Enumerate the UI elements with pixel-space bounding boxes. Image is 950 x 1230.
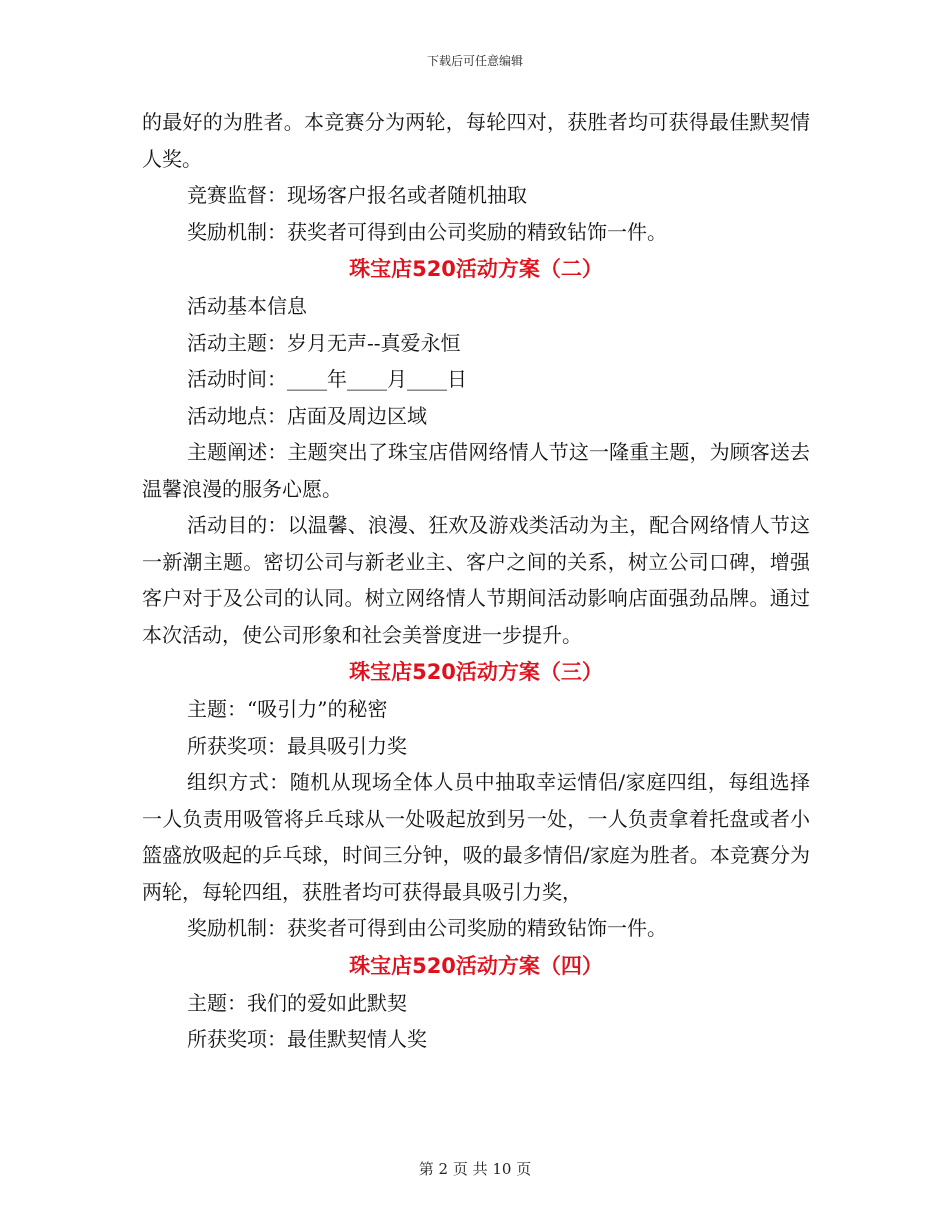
paragraph: 主题：我们的爱如此默契 bbox=[187, 990, 407, 1015]
page-header: 下载后可任意编辑 bbox=[426, 54, 523, 68]
paragraph: 组织方式：随机从现场全体人员中抽取幸运情侣/家庭四组，每组选择一人负责用吸管将乒乓球从一处吸起放到另一处，一人负责拿着托盘或者小篮盛放吸起的乒乓球，时间三分钟，吸的最多情侣/家庭为胜者。本竞赛分为两轮，每轮四组，获胜者均可获得最具吸引力奖， bbox=[142, 770, 810, 904]
paragraph: 所获奖项：最佳默契情人奖 bbox=[187, 1027, 427, 1051]
paragraph: 竞赛监督：现场客户报名或者随机抽取 bbox=[187, 183, 527, 207]
paragraph: 奖励机制：获奖者可得到由公司奖励的精致钻饰一件。 bbox=[187, 219, 667, 244]
paragraph: 活动基本信息 bbox=[187, 294, 307, 318]
paragraph: 奖励机制：获奖者可得到由公司奖励的精致钻饰一件。 bbox=[187, 916, 667, 940]
page-footer: 第 2 页 共 10 页 bbox=[418, 1160, 532, 1178]
document-body bbox=[142, 104, 810, 1058]
paragraph: 主题阐述：主题突出了珠宝店借网络情人节这一隆重主题，为顾客送去温馨浪漫的服务心愿。 bbox=[142, 440, 810, 501]
paragraph: 活动时间：____年____月____日 bbox=[187, 367, 467, 391]
section-heading: 珠宝店520活动方案（三） bbox=[349, 660, 603, 684]
paragraph: 活动地点：店面及周边区域 bbox=[187, 403, 427, 428]
paragraph: 主题：“吸引力”的秘密 bbox=[187, 697, 388, 721]
paragraph: 活动目的：以温馨、浪漫、狂欢及游戏类活动为主，配合网络情人节这一新潮主题。密切公司与新老业主、客户之间的关系，树立公司口碑，增强客户对于及公司的认同。树立网络情人节期间活动影响店面强劲品牌。通过本次活动，使公司形象和社会美誉度进一步提升。 bbox=[142, 513, 810, 647]
paragraph: 所获奖项：最具吸引力奖 bbox=[187, 733, 407, 758]
section-heading: 珠宝店520活动方案（二） bbox=[349, 257, 603, 281]
paragraph: 活动主题：岁月无声--真爱永恒 bbox=[187, 330, 461, 355]
section-heading: 珠宝店520活动方案（四） bbox=[349, 953, 603, 978]
paragraph: 的最好的为胜者。本竞赛分为两轮，每轮四对，获胜者均可获得最佳默契情人奖。 bbox=[142, 110, 810, 171]
